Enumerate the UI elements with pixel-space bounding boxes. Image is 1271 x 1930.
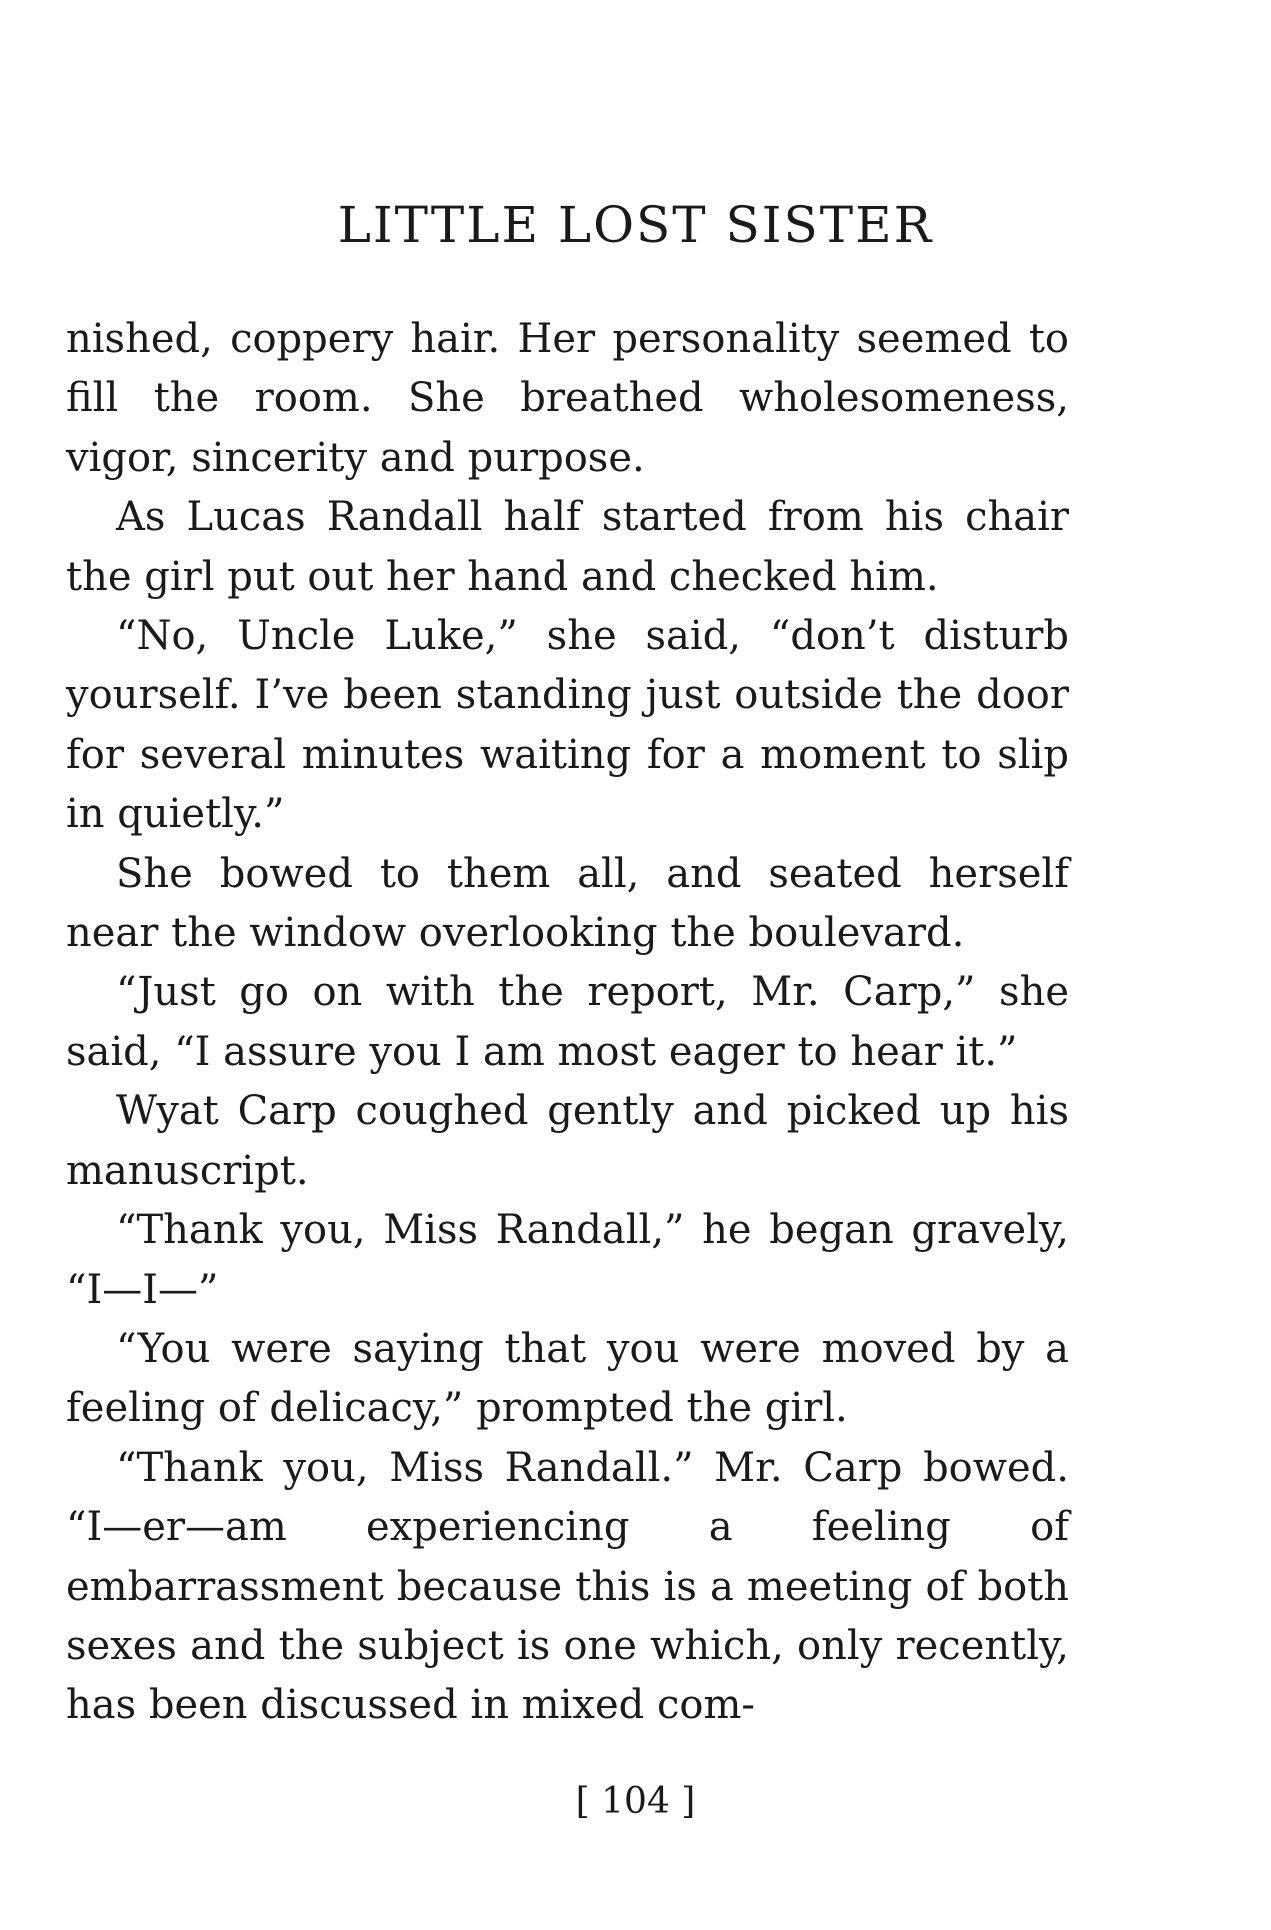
paragraph: “No, Uncle Luke,” she said, “don’t disturb yourself. I’ve been standing just outside the door for several minutes waiting for a moment to slip in quietly.”	[66, 613, 1069, 838]
paragraph: As Lucas Randall half started from his chair the girl put out her hand and checked him.	[66, 494, 1069, 600]
running-head: LITTLE LOST SISTER	[337, 196, 934, 254]
paragraph: “You were saying that you were moved by a feeling of delicacy,” prompted the girl.	[66, 1325, 1069, 1432]
paragraph: “Thank you, Miss Randall,” he began gravely, “I—I—”	[66, 1207, 1069, 1313]
paragraph: “Thank you, Miss Randall.” Mr. Carp bowed. “I—er—am experiencing a feeling of embarrassment because this is a meeting of both sexes and the subject is one which, only recently, has been discussed in mixed com-	[66, 1444, 1069, 1729]
paragraph: She bowed to them all, and seated herself near the window overlooking the boulevard.	[66, 850, 1069, 957]
body-text	[66, 310, 1069, 1736]
paragraph: “Just go on with the report, Mr. Carp,” she said, “I assure you I am most eager to hear it.”	[66, 969, 1069, 1075]
paragraph: Wyat Carp coughed gently and picked up his manuscript.	[66, 1088, 1069, 1194]
page-number: [ 104 ]	[575, 1781, 696, 1822]
paragraph-continued: nished, coppery hair. Her personality seemed to fill the room. She breathed wholesomeness, vigor, sincerity and purpose.	[66, 316, 1069, 481]
